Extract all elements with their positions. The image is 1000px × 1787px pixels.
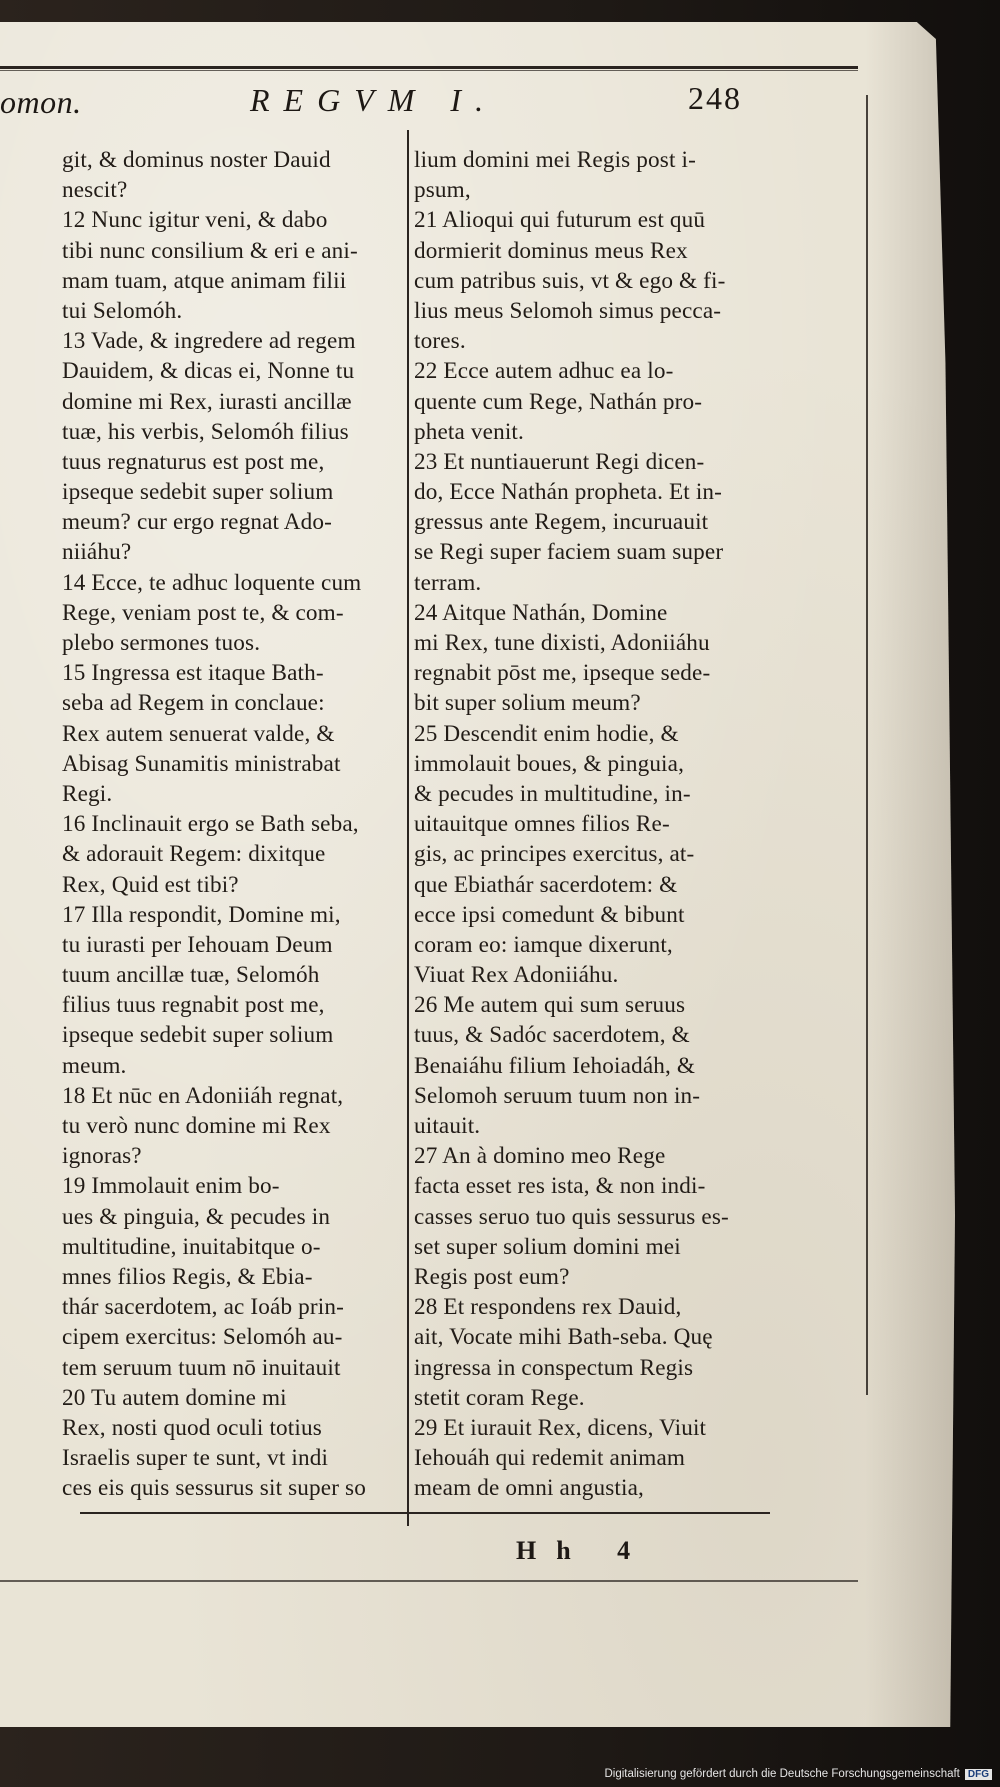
text-line: gis, ac principes exercitus, at- — [414, 841, 695, 868]
text-line: thár sacerdotem, ac Ioáb prin- — [62, 1294, 344, 1321]
text-line: tui Selomóh. — [62, 297, 183, 324]
text-line: tuum ancillæ tuæ, Selomóh — [62, 962, 320, 989]
text-line: plebo sermones tuos. — [62, 630, 261, 656]
text-line: regnabit pōst me, ipseque sede- — [414, 660, 711, 687]
text-line: ecce ipsi comedunt & bibunt — [414, 901, 685, 928]
running-head-title: REGVM I. — [250, 82, 498, 118]
text-line: Regi. — [62, 780, 113, 807]
text-line: nescit? — [62, 177, 128, 204]
text-line: casses seruo tuo quis sessurus es- — [414, 1203, 729, 1230]
text-line: 12 Nunc igitur veni, & dabo — [62, 207, 328, 234]
text-line: 17 Illa respondit, Domine mi, — [62, 901, 341, 928]
text-line: meum? cur ergo regnat Ado- — [62, 509, 333, 536]
left-text-column — [62, 145, 404, 1503]
page-shadow — [865, 22, 955, 1727]
text-line: tem seruum tuum nō inuitauit — [62, 1354, 341, 1381]
text-line: do, Ecce Nathán propheta. Et in- — [414, 479, 723, 506]
text-line: Abisag Sunamitis ministrabat — [62, 750, 341, 777]
text-line: 19 Immolauit enim bo- — [62, 1173, 280, 1200]
text-line: 18 Et nūc en Adoniiáh regnat, — [62, 1082, 344, 1109]
text-line: uitauit. — [414, 1113, 481, 1139]
text-line: cum patribus suis, vt & ego & fi- — [414, 267, 726, 294]
text-line: se Regi super faciem suam super — [414, 539, 724, 566]
text-line: multitudine, inuitabitque o- — [62, 1233, 321, 1260]
text-line: 27 An à domino meo Rege — [414, 1143, 666, 1170]
text-line: stetit coram Rege. — [414, 1384, 585, 1411]
text-line: terram. — [414, 569, 482, 596]
text-bottom-rule — [80, 1512, 770, 1514]
text-line: pheta venit. — [414, 418, 524, 445]
text-line: 13 Vade, & ingredere ad regem — [62, 328, 356, 355]
text-line: ingressa in conspectum Regis — [414, 1354, 694, 1381]
text-line: quente cum Rege, Nathán pro- — [414, 388, 703, 415]
text-line: tu iurasti per Iehouam Deum — [62, 931, 333, 958]
running-head-left: omon. — [0, 84, 82, 120]
footer-rule — [0, 1580, 858, 1582]
text-line: set super solium domini mei — [414, 1233, 681, 1260]
text-line: Rex autem senuerat valde, & — [62, 720, 335, 747]
text-line: meam de omni angustia, — [414, 1475, 644, 1502]
digitization-credit — [604, 1768, 992, 1780]
text-line: mnes filios Regis, & Ebia- — [62, 1263, 313, 1290]
right-text-column — [414, 145, 766, 1503]
signature-mark: Hh 4 — [516, 1536, 651, 1565]
text-line: ignoras? — [62, 1143, 142, 1170]
text-line: ues & pinguia, & pecudes in — [62, 1203, 331, 1230]
text-line: niiáhu? — [62, 539, 132, 566]
text-line: Rex, Quid est tibi? — [62, 871, 239, 898]
text-line: psum, — [414, 177, 471, 204]
dfg-logo: DFG — [965, 1769, 992, 1780]
header-rule — [0, 66, 858, 69]
text-line: 22 Ecce autem adhuc ea lo- — [414, 358, 674, 385]
text-line: mam tuam, atque animam filii — [62, 267, 347, 294]
text-line: 23 Et nuntiauerunt Regi dicen- — [414, 448, 705, 475]
text-line: Selomoh seruum tuum non in- — [414, 1082, 701, 1109]
text-line: 24 Aitque Nathán, Domine — [414, 599, 668, 626]
text-line: 28 Et respondens rex Dauid, — [414, 1294, 682, 1321]
text-line: Benaiáhu filium Iehoiadáh, & — [414, 1052, 696, 1079]
text-line: & pecudes in multitudine, in- — [414, 780, 691, 807]
text-line: tores. — [414, 328, 466, 355]
text-line: 21 Alioqui qui futurum est quū — [414, 207, 706, 234]
text-line: cipem exercitus: Selomóh au- — [62, 1324, 343, 1351]
text-line: Dauidem, & dicas ei, Nonne tu — [62, 358, 355, 385]
text-line: tuus, & Sadóc sacerdotem, & — [414, 1022, 690, 1049]
text-line: & adorauit Regem: dixitque — [62, 841, 326, 868]
text-line: gressus ante Regem, incuruauit — [414, 509, 709, 536]
text-line: filius tuus regnabit post me, — [62, 992, 325, 1019]
text-line: Viuat Rex Adoniiáhu. — [414, 962, 619, 989]
text-line: ces eis quis sessurus sit super so — [62, 1475, 366, 1502]
right-border-rule — [866, 95, 868, 1395]
text-line: Rege, veniam post te, & com- — [62, 599, 344, 626]
text-line: Rex, nosti quod oculi totius — [62, 1414, 322, 1441]
header-rule-thin — [0, 70, 858, 71]
text-line: Israelis super te sunt, vt indi — [62, 1445, 329, 1472]
text-line: 20 Tu autem domine mi — [62, 1384, 287, 1411]
text-line: tu verò nunc domine mi Rex — [62, 1113, 331, 1139]
text-line: domine mi Rex, iurasti ancillæ — [62, 388, 352, 415]
text-line: seba ad Regem in conclaue: — [62, 690, 325, 717]
text-line: bit super solium meum? — [414, 690, 641, 717]
text-line: dormierit dominus meus Rex — [414, 237, 688, 264]
text-line: mi Rex, tune dixisti, Adoniiáhu — [414, 630, 710, 656]
text-line: tuus regnaturus est post me, — [62, 448, 325, 475]
text-line: ipseque sedebit super solium — [62, 479, 334, 506]
text-line: ipseque sedebit super solium — [62, 1022, 334, 1049]
text-line: 25 Descendit enim hodie, & — [414, 720, 679, 747]
column-divider — [407, 130, 409, 1526]
text-line: git, & dominus noster Dauid — [62, 147, 331, 173]
text-line: 14 Ecce, te adhuc loquente cum — [62, 569, 362, 596]
text-line: tuæ, his verbis, Selomóh filius — [62, 418, 349, 445]
text-line: 29 Et iurauit Rex, dicens, Viuit — [414, 1414, 707, 1441]
text-line: immolauit boues, & pinguia, — [414, 750, 685, 777]
text-line: coram eo: iamque dixerunt, — [414, 931, 673, 958]
text-line: ait, Vocate mihi Bath-seba. Quę — [414, 1324, 713, 1351]
text-line: 15 Ingressa est itaque Bath- — [62, 660, 324, 687]
text-line: 16 Inclinauit ergo se Bath seba, — [62, 811, 359, 838]
text-line: Iehouáh qui redemit animam — [414, 1445, 686, 1472]
text-line: 26 Me autem qui sum seruus — [414, 992, 686, 1019]
text-line: uitauitque omnes filios Re- — [414, 811, 670, 838]
text-line: que Ebiathár sacerdotem: & — [414, 871, 678, 898]
text-line: lium domini mei Regis post i- — [414, 147, 696, 173]
page-number: 248 — [688, 80, 742, 116]
text-line: facta esset res ista, & non indi- — [414, 1173, 706, 1200]
text-line: tibi nunc consilium & eri e ani- — [62, 237, 358, 264]
credit-text: Digitalisierung gefördert durch die Deutsche Forschungsgemeinschaft — [604, 1768, 960, 1780]
text-line: lius meus Selomoh simus pecca- — [414, 297, 722, 324]
text-line: Regis post eum? — [414, 1263, 570, 1290]
text-line: meum. — [62, 1052, 127, 1079]
